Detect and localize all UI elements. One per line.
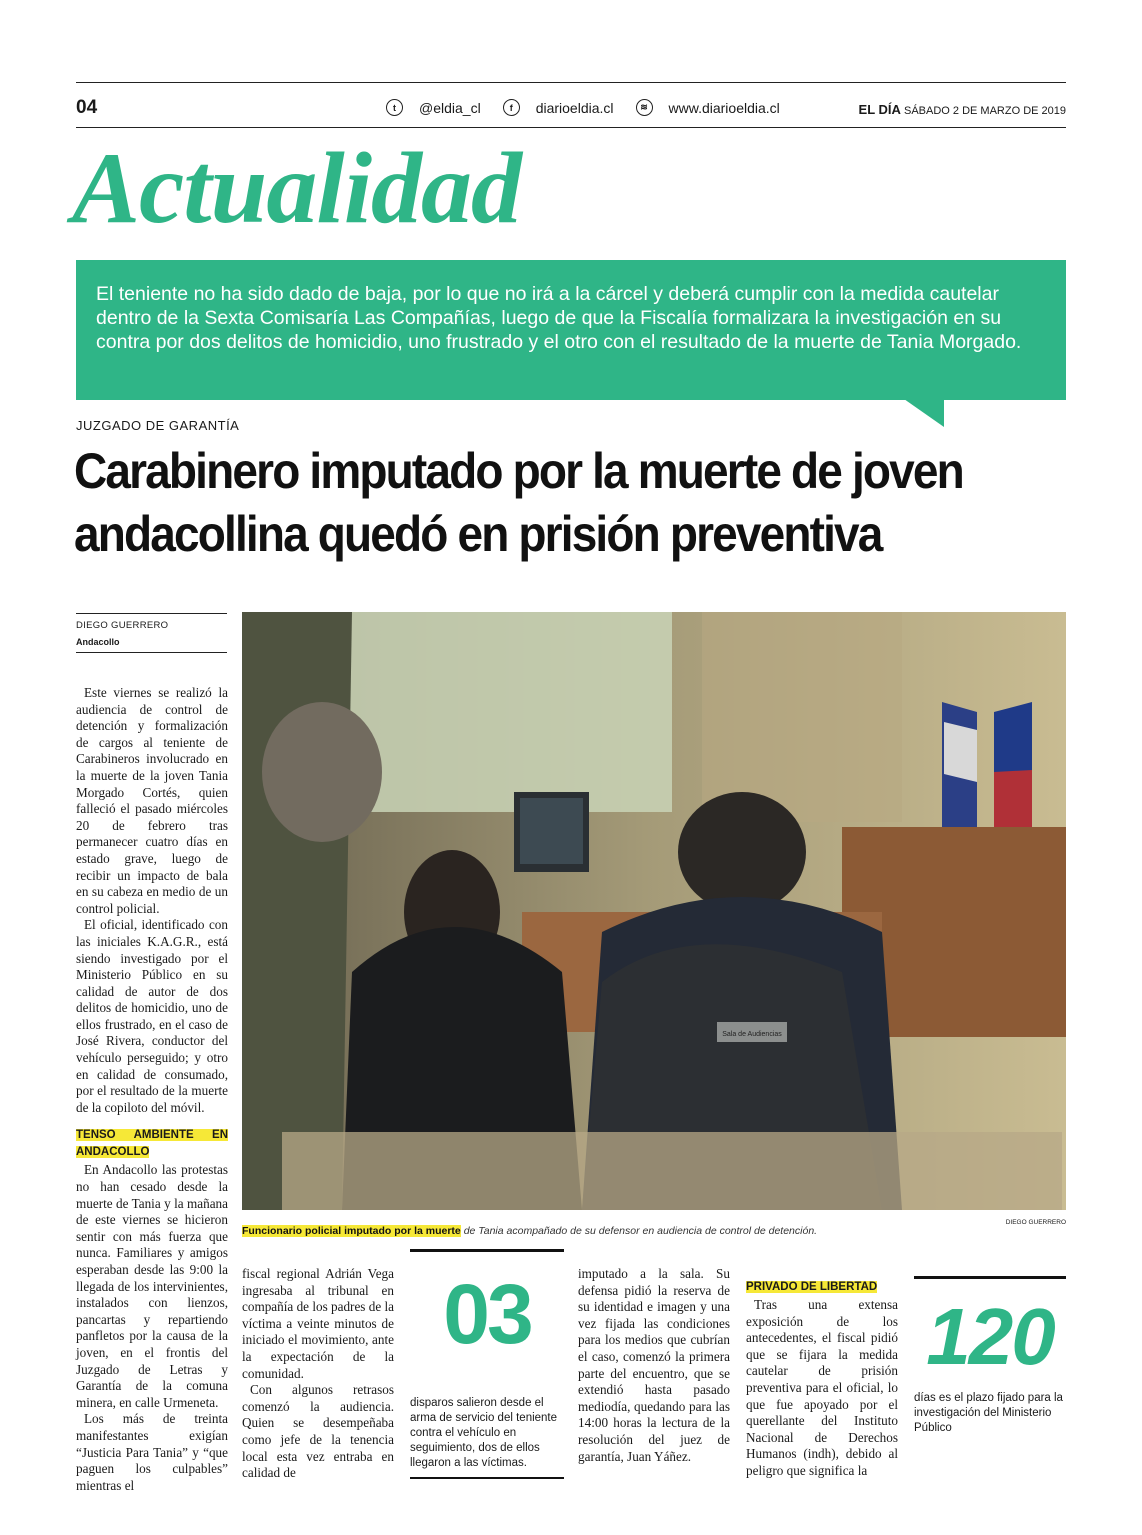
dateline-location: Andacollo: [76, 637, 120, 647]
photo-caption: [242, 1225, 1066, 1237]
lead-text: El teniente no ha sido dado de baja, por lo que no irá a la cárcel y deberá cumplir con la medida cautelar dentro de la Sexta Comisaría Las Compañías, luego de que la Fiscalía formalizara la investigación en su contra por dos delitos de homicidio, uno frustrado y el otro con el resultado de la muerte de Tania Morgado.: [96, 283, 1022, 353]
caption-text: de Tania acompañado de su defensor en audiencia de control de detención.: [460, 1225, 818, 1237]
stat-rule: [410, 1249, 564, 1252]
kicker: JUZGADO DE GARANTÍA: [76, 418, 240, 433]
byline: DIEGO GUERRERO: [76, 620, 169, 631]
caption-highlight: Funcionario policial imputado por la muerte: [242, 1225, 461, 1237]
website-url: www.diarioeldia.cl: [668, 99, 780, 116]
lead-box: [76, 260, 1066, 400]
facebook-icon: f: [503, 99, 520, 116]
header-top-rule: [76, 82, 1066, 83]
article-column-2: [242, 1266, 394, 1482]
body-paragraph: Este viernes se realizó la audiencia de control de detención y formalización de cargos al teniente de Carabineros involucrado en la muerte de la joven Tania Morgado Cortés, quien falleció el pasado miércoles 20 de febrero tras permanecer cuatro días en estado grave, luego de recibir un impacto de bala en su cabeza en medio de un control policial.: [76, 685, 228, 916]
body-paragraph: Tras una extensa exposición de los antecedentes, el fiscal pidió que se fijara la medida cautelar de prisión preventiva para el oficial, lo que fue apoyado por el querellante del Instituto Nacional de Derechos Humanos (indh), debido al peligro que significa la: [746, 1297, 898, 1478]
headline: [74, 440, 994, 566]
body-paragraph: El oficial, identificado con las iniciales K.A.G.R., está siendo investigado por el Ministerio Público en su calidad de autor de dos delitos de homicidio, uno de ellos frustrado, en el caso de José Rivera, conductor del vehículo perseguido; y otro en calidad de consumado, por el resultado de la muerte de la copiloto del móvil.: [76, 917, 228, 1115]
social-links: [386, 99, 802, 116]
subhead-wrapper: [76, 1126, 228, 1160]
article-column-1: [76, 685, 228, 1494]
lead-box-tail: [904, 399, 944, 427]
page-number: 04: [76, 97, 98, 118]
article-column-3: [578, 1266, 730, 1465]
masthead: [859, 102, 1066, 117]
issue-date: SÁBADO 2 DE MARZO DE 2019: [904, 105, 1066, 117]
subhead: PRIVADO DE LIBERTAD: [746, 1281, 878, 1293]
article-column-4: [746, 1278, 898, 1480]
body-paragraph: En Andacollo las protestas no han cesado desde la muerte de Tania y la mañana de este viernes se hicieron sentir con más fuerza que nunca. Familiares y amigos esperaban desde las 9:00 la llegada de los intervinientes, instalados con lienzos, pancartas y repartiendo panfletos por la causa de la joven, en el frontis del Juzgado de Letras y Garantía de la comuna minera, en calle Urmeneta.: [76, 1162, 228, 1410]
courtroom-photo: [242, 612, 1066, 1210]
body-paragraph: Con algunos retrasos comenzó la audiencia. Quien se desempeñaba como jefe de la tenencia local esta vez entraba en calidad de: [242, 1382, 394, 1481]
twitter-icon: t: [386, 99, 403, 116]
stat-number: 03: [443, 1267, 531, 1361]
courtroom-photo-illustration: [242, 612, 1066, 1210]
stat-number: 120: [926, 1292, 1054, 1381]
body-paragraph: fiscal regional Adrián Vega ingresaba al tribunal en compañía de los padres de la víctima a veinte minutos de iniciado el movimiento, ante la expectación de la comunidad.: [242, 1266, 394, 1381]
stat-description: días es el plazo fijado para la investigación del Ministerio Público: [914, 1392, 1063, 1434]
headline-line-1: Carabinero imputado por la muerte de joven: [74, 443, 963, 499]
paper-name: EL DÍA: [858, 102, 901, 117]
subhead-wrapper: [746, 1278, 898, 1295]
globe-icon: ≋: [636, 99, 653, 116]
stat-rule: [410, 1477, 564, 1479]
stat-box: [410, 1249, 564, 1479]
stat-description: disparos salieron desde el arma de servicio del teniente contra el vehículo en seguimiento, dos de ellos llegaron a las víctimas.: [410, 1397, 558, 1469]
twitter-handle: @eldia_cl: [419, 99, 481, 116]
byline-rule: [76, 613, 227, 614]
section-title: Actualidad: [72, 132, 522, 245]
chair-label: Sala de Audiencias: [722, 1031, 782, 1038]
headline-line-2: andacollina quedó en prisión preventiva: [74, 506, 882, 562]
byline-rule: [76, 652, 227, 653]
stat-rule: [914, 1276, 1066, 1279]
stat-box: [914, 1276, 1066, 1436]
header-bottom-rule: [76, 127, 1066, 128]
body-paragraph: Los más de treinta manifestantes exigían “Justicia Para Tania” y “que paguen los culpables” mientras el: [76, 1411, 228, 1493]
photo-credit: DIEGO GUERRERO: [1005, 1219, 1066, 1226]
subhead: TENSO AMBIENTE EN ANDACOLLO: [76, 1129, 228, 1159]
facebook-handle: diarioeldia.cl: [535, 99, 614, 116]
body-paragraph: imputado a la sala. Su defensa pidió la reserva de su identidad e imagen y una vez fijada las condiciones para los medios que cubrían el caso, comenzó la primera parte del encuentro, que se extendió hasta pasado mediodía, quedando para las 14:00 horas la lectura de la resolución del juez de garantía, Juan Yáñez.: [578, 1266, 730, 1464]
